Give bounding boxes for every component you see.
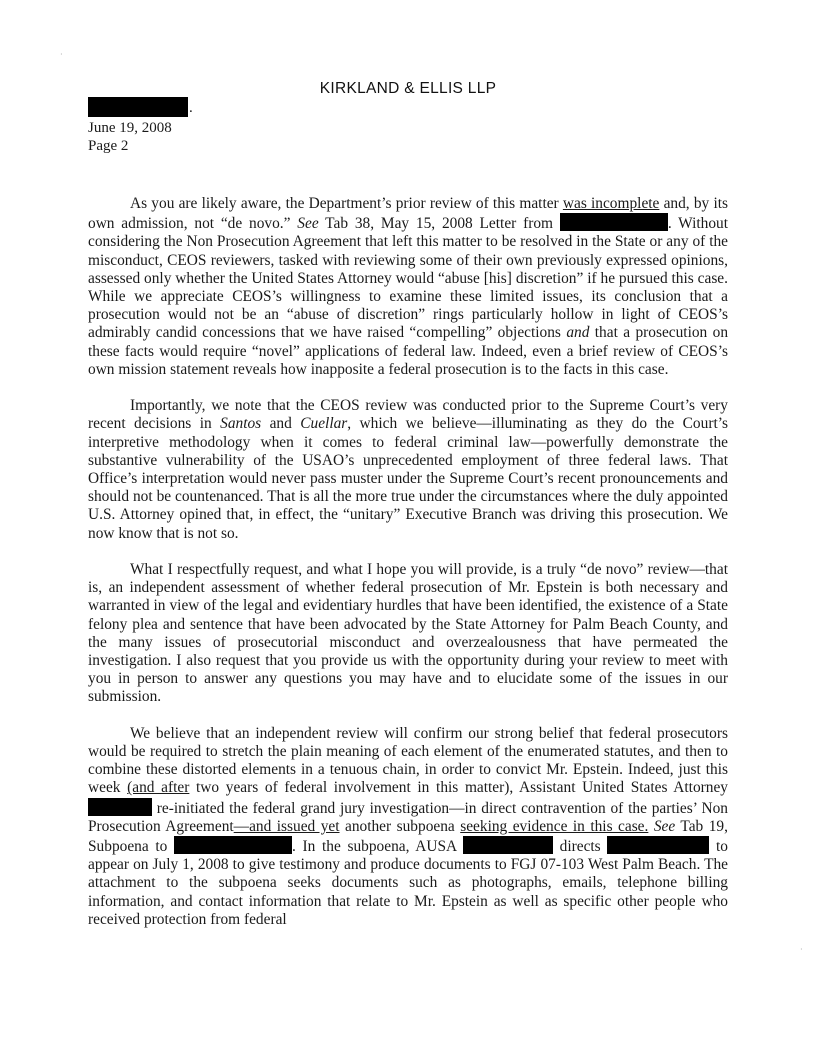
paragraph-4 (88, 725, 728, 929)
p4-see: See (653, 817, 676, 835)
scan-speck: · (60, 50, 63, 59)
p2-text-e: , which we believe—illuminating as they do the Court’s interpretive methodology when it comes to federal criminal law—powerfully demonstrate the substantive vulnerability of the USAO’s unprecedented employment of three federal laws. That Office’s interpretation would never pass muster under the Supreme Court’s recent pronouncements and should not be countenanced. That is all the more true under the circumstances where the duly appointed U.S. Attorney opined that, in effect, the “unitary” Executive Branch was driving this prosecution. We now know that is not so. (88, 415, 728, 542)
redacted-addressee (88, 97, 188, 117)
p2-cuellar: Cuellar (300, 415, 348, 433)
p4-underlined-1: (and after (127, 779, 190, 797)
p1-underlined: was incomplete (562, 195, 660, 212)
p4-text-l: directs (552, 838, 608, 856)
redacted-name (463, 836, 553, 854)
page-number: Page 2 (88, 138, 129, 154)
p4-text-f: another subpoena (339, 817, 461, 835)
p4-text-a: We believe that an independent review will confirm our strong belief that federal prosecutors would be required to stretch the plain meaning of each element of the enumerated statutes, and then to combine these distorted elements in a tenuous chain, in order to convict Mr. Epstein. Indeed, just this week (88, 724, 728, 797)
letter-body (88, 195, 728, 929)
p1-text-e: Tab 38, May 15, 2008 Letter from (318, 215, 560, 233)
p1-text-c: and, by its own admission, not “de novo.” (88, 195, 728, 233)
p4-text-j: Tab 19, Subpoena to (88, 817, 728, 856)
addressee-period: . (189, 100, 193, 116)
paragraph-2 (88, 397, 728, 543)
p4-text-k: . In the subpoena, AUSA (292, 838, 463, 856)
paragraph-1 (88, 195, 728, 379)
p2-text-c: and (261, 415, 301, 433)
p1-and: and (566, 324, 590, 342)
redacted-name (560, 213, 668, 231)
p2-text-a: Importantly, we note that the CEOS review was conducted prior to the Supreme Court’s very recent decisions in (88, 397, 728, 433)
p1-see: See (297, 215, 319, 233)
p1-text-f: . Without considering the Non Prosecution Agreement that left this matter to be resolved in the State or any of the misconduct, CEOS reviewers, tasked with reviewing some of their own previously expressed opinions, assessed only whether the United States Attorney would “abuse [his] discretion” if he pursued this case. While we appreciate CEOS’s willingness to examine these limited issues, its conclusion that a prosecution would not be an “abuse of discretion” rings particularly hollow in light of CEOS’s admirably candid concessions that we have raised “compelling” objections (88, 215, 729, 342)
p4-underlined-3: seeking evidence in this case. (460, 817, 649, 835)
p1-text-a: As you are likely aware, the Department’s prior review of this matter (130, 195, 563, 212)
p4-underlined-2: —and issued yet (233, 817, 340, 835)
p2-santos: Santos (220, 415, 262, 433)
p4-text-d: re-initiated the federal grand jury investigation—in direct contravention of the parties’ Non Prosecution Agreement (88, 799, 728, 835)
p4-text-m: to appear on July 1, 2008 to give testimony and produce documents to FGJ 07-103 West Palm Beach. The attachment to the subpoena seeks documents such as photographs, emails, telephone billing information, and contact information that relate to Mr. Epstein as well as specific other people who received protection from federal (88, 838, 728, 928)
redacted-name (607, 836, 709, 854)
redacted-name (174, 836, 292, 854)
redacted-name (88, 798, 152, 816)
letterhead: KIRKLAND & ELLIS LLP (319, 80, 497, 97)
letter-date: June 19, 2008 (88, 120, 172, 136)
scan-speck: · (800, 945, 803, 954)
p1-text-h: that a prosecution on these facts would require “novel” applications of federal law. Indeed, even a brief review of CEOS’s own mission statement reveals how inapposite a federal prosecution is to the facts in this case. (88, 324, 729, 378)
paragraph-3: What I respectfully request, and what I hope you will provide, is a truly “de novo” review—that is, an independent assessment of whether federal prosecution of Mr. Epstein is both necessary and warranted in view of the legal and evidentiary hurdles that have been identified, the existence of a State felony plea and sentence that have been advocated by the State Attorney for Palm Beach County, and the many issues of prosecutorial misconduct and overzealousness that have permeated the investigation. I also request that you provide us with the opportunity during your review to meet with you in person to answer any questions you may have and to elucidate some of the issues in our submission. (88, 561, 728, 706)
p4-text-c: two years of federal involvement in this matter), Assistant United States Attorney (189, 779, 728, 797)
